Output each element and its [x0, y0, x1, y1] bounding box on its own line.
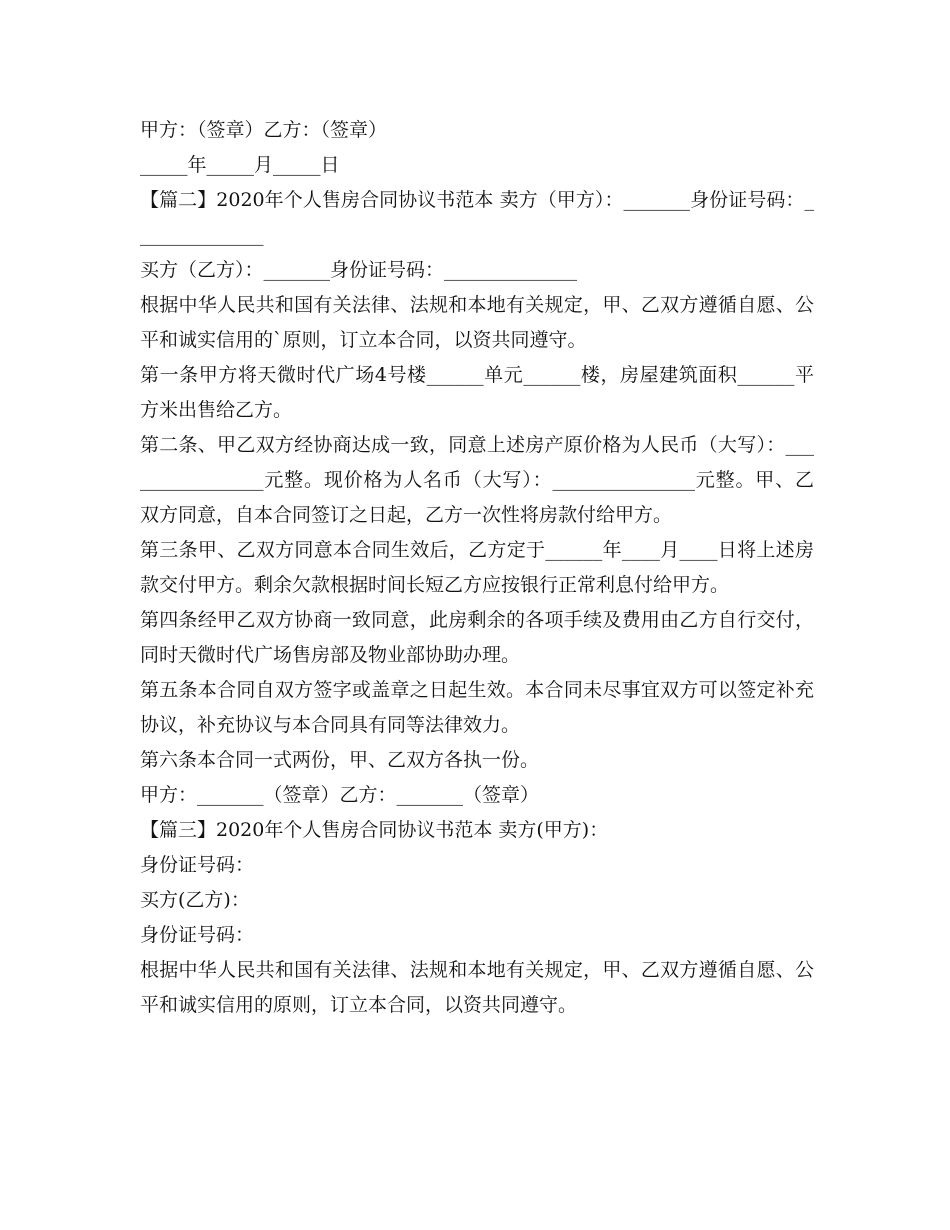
buyer-line: 买方（乙方）：_______身份证号码：______________: [140, 259, 578, 281]
signature-line-2: 甲方：_______（签章）乙方：_______（签章）: [140, 784, 540, 806]
article-three: 第三条甲、乙双方同意本合同生效后，乙方定于______年____月____日将上述房款交付甲方。剩余欠款根据时间长短乙方应按银行正常利息付给甲方。: [140, 539, 814, 596]
buyer-id-line: 身份证号码：: [140, 924, 255, 946]
buyer-line-2: 买方(乙方)：: [140, 889, 250, 911]
document-page: [140, 113, 814, 1023]
article-four: 第四条经甲乙双方协商一致同意，此房剩余的各项手续及费用由乙方自行交付，同时天微时代广场售房部及物业部协助办理。: [140, 609, 814, 666]
preamble-paragraph-2: 根据中华人民共和国有关法律、法规和本地有关规定，甲、乙双方遵循自愿、公平和诚实信用的原则，订立本合同，以资共同遵守。: [140, 959, 814, 1016]
section-three-heading: 【篇三】2020年个人售房合同协议书范本 卖方(甲方)：: [140, 819, 609, 841]
date-line: _____年_____月_____日: [140, 154, 340, 176]
signature-line-1: 甲方：（签章）乙方：（签章）: [140, 119, 388, 141]
section-two-heading: 【篇二】2020年个人售房合同协议书范本 卖方（甲方）：_______身份证号码：______________: [140, 189, 814, 246]
seller-id-line: 身份证号码：: [140, 854, 255, 876]
article-five: 第五条本合同自双方签字或盖章之日起生效。本合同未尽事宜双方可以签定补充协议，补充协议与本合同具有同等法律效力。: [140, 679, 814, 736]
preamble-paragraph: 根据中华人民共和国有关法律、法规和本地有关规定，甲、乙双方遵循自愿、公平和诚实信用的`原则，订立本合同，以资共同遵守。: [140, 294, 814, 351]
article-six: 第六条本合同一式两份，甲、乙双方各执一份。: [140, 749, 540, 771]
article-one: 第一条甲方将天微时代广场4号楼______单元______楼，房屋建筑面积______平方米出售给乙方。: [140, 364, 814, 421]
article-two: 第二条、甲乙双方经协商达成一致，同意上述房产原价格为人民币（大写）：________________元整。现价格为人名币（大写）：_______________元整。甲、乙双方同意，自本合同签订之日起，乙方一次性将房款付给甲方。: [140, 434, 814, 526]
